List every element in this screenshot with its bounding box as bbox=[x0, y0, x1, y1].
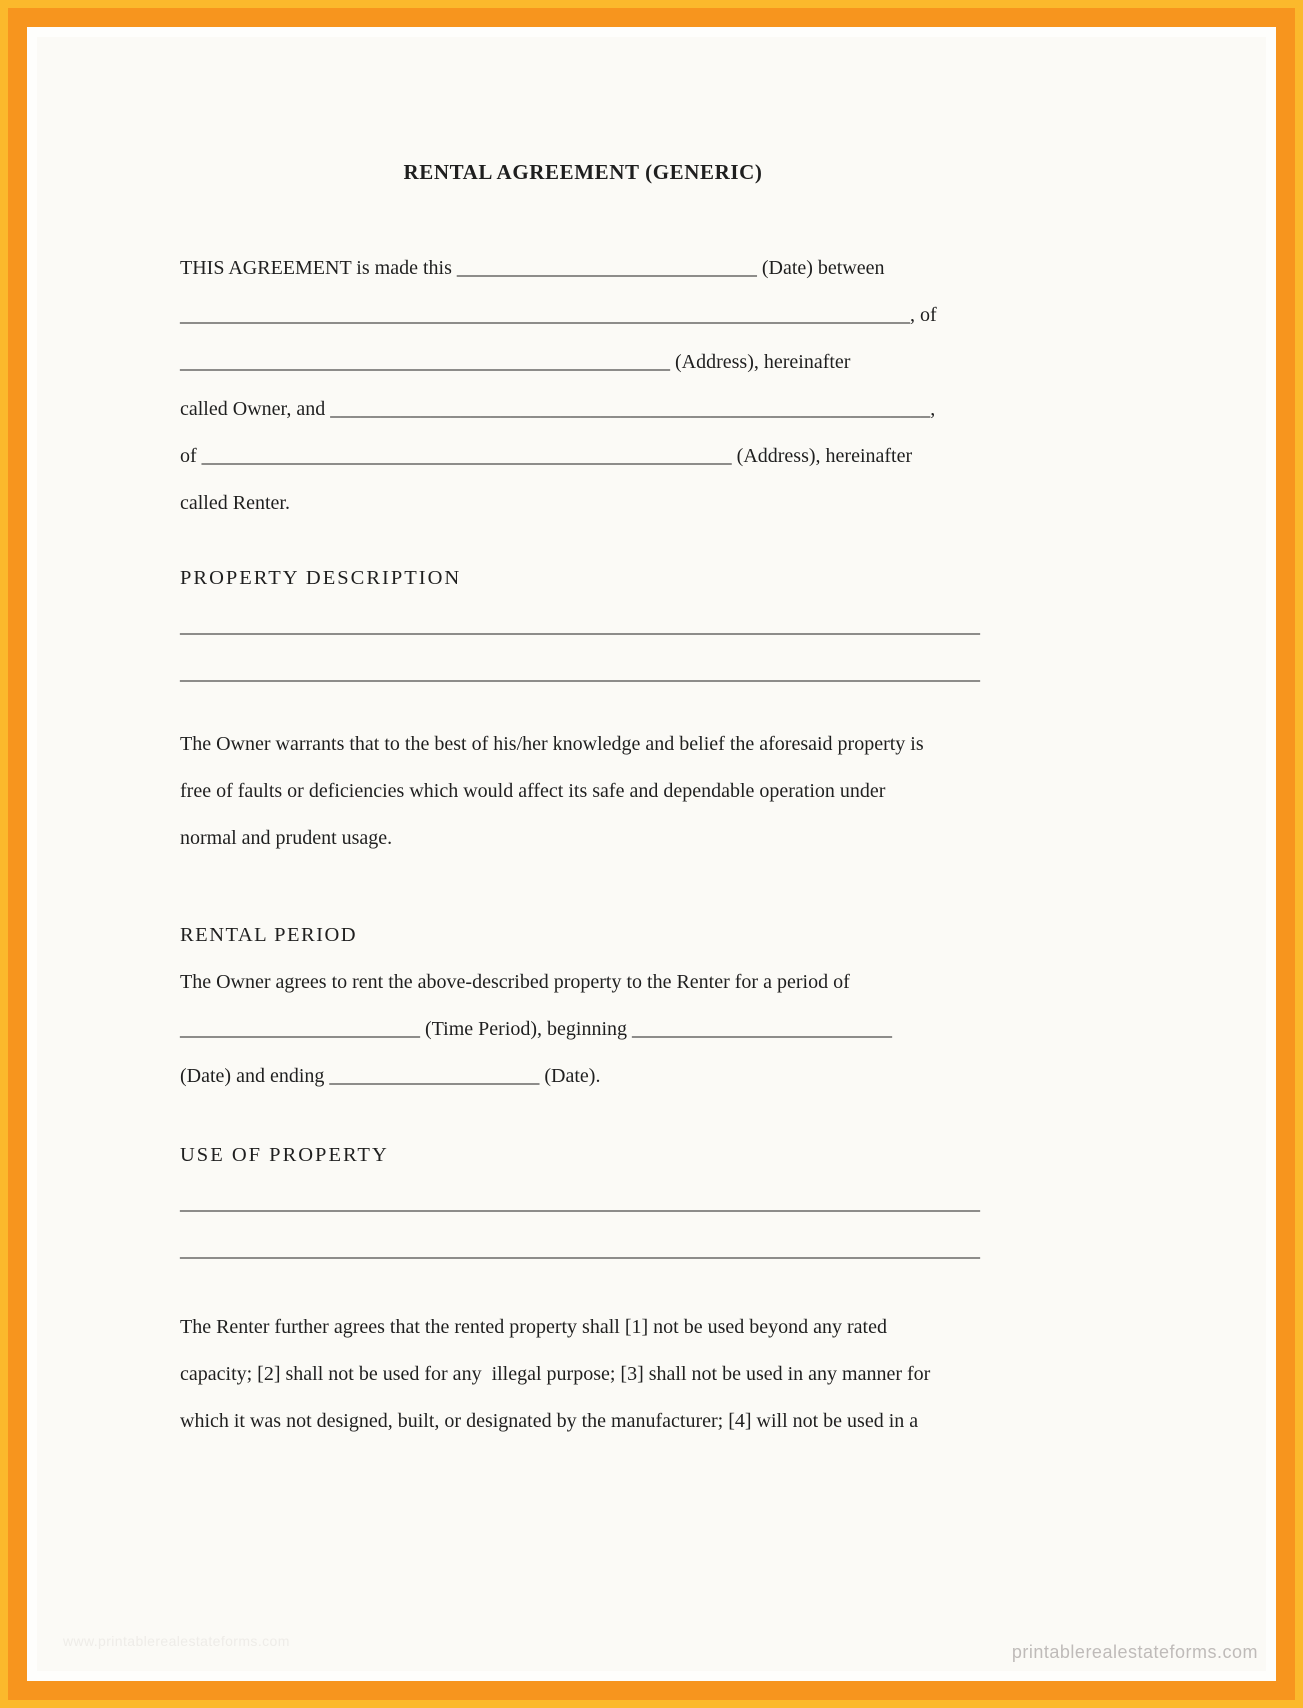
rental-period-line: The Owner agrees to rent the above-described property to the Renter for a period of bbox=[180, 971, 850, 993]
intro-line: called Owner, and ____________________________________________________________, bbox=[180, 398, 936, 420]
use-of-property-heading: USE OF PROPERTY bbox=[180, 1144, 389, 1166]
renter-agreement-line: which it was not designed, built, or designated by the manufacturer; [4] will not be used in a bbox=[180, 1410, 919, 1432]
blank-fill-line: ________________________________________________________________________________ bbox=[180, 1192, 980, 1214]
rental-period-heading: RENTAL PERIOD bbox=[180, 924, 358, 946]
renter-agreement-line: The Renter further agrees that the rented property shall [1] not be used beyond any rated bbox=[180, 1316, 887, 1338]
warranty-line: normal and prudent usage. bbox=[180, 827, 393, 849]
renter-agreement-paragraph bbox=[180, 1304, 986, 1445]
warranty-line: free of faults or deficiencies which would affect its safe and dependable operation under bbox=[180, 780, 886, 802]
blank-fill-line: ________________________________________________________________________________ bbox=[180, 1239, 980, 1261]
warranty-line: The Owner warrants that to the best of his/her knowledge and belief the aforesaid property is bbox=[180, 733, 924, 755]
blank-fill-line: ________________________________________________________________________________ bbox=[180, 662, 980, 684]
intro-line: _________________________________________________________________________, of bbox=[180, 304, 937, 326]
document-page bbox=[27, 27, 1276, 1681]
intro-paragraph bbox=[180, 245, 986, 527]
document-title: RENTAL AGREEMENT (GENERIC) bbox=[403, 160, 763, 184]
faint-watermark-text: www.printablerealestateforms.com bbox=[63, 1633, 290, 1649]
property-description-heading: PROPERTY DESCRIPTION bbox=[180, 567, 462, 589]
document-content bbox=[180, 37, 986, 1445]
rental-period-line: (Date) and ending _____________________ (Date). bbox=[180, 1065, 601, 1087]
intro-line: called Renter. bbox=[180, 492, 290, 514]
blank-fill-line: ________________________________________________________________________________ bbox=[180, 615, 980, 637]
property-description-blanks bbox=[180, 603, 986, 697]
rental-period-line: ________________________ (Time Period), beginning __________________________ bbox=[180, 1018, 893, 1040]
site-watermark-text: printablerealestateforms.com bbox=[1011, 1642, 1258, 1662]
intro-line: THIS AGREEMENT is made this ______________________________ (Date) between bbox=[180, 257, 885, 279]
orange-border bbox=[8, 8, 1295, 1700]
intro-line: _________________________________________________ (Address), hereinafter bbox=[180, 351, 851, 373]
owner-warranty-paragraph bbox=[180, 721, 986, 862]
intro-line: of _____________________________________________________ (Address), hereinafter bbox=[180, 445, 913, 467]
use-of-property-blanks bbox=[180, 1180, 986, 1274]
renter-agreement-line: capacity; [2] shall not be used for any illegal purpose; [3] shall not be used in any manner for bbox=[180, 1363, 931, 1385]
rental-period-section bbox=[180, 912, 986, 1100]
